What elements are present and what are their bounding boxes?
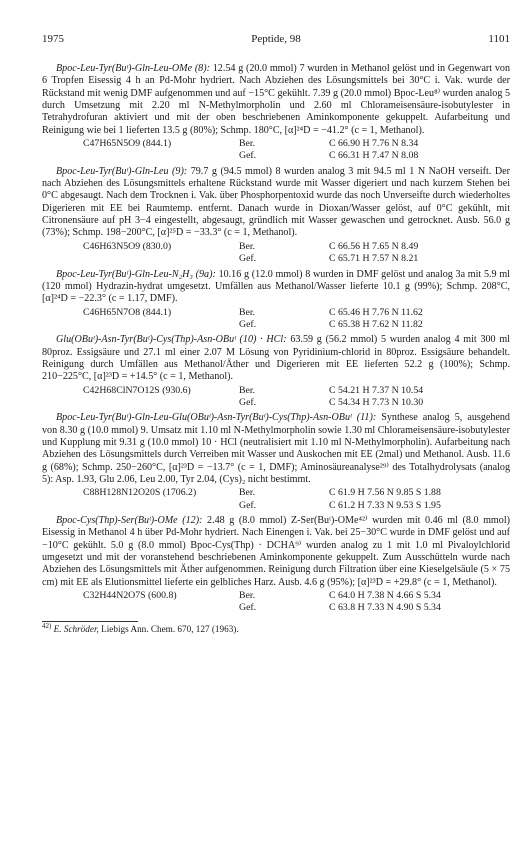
analysis-values: C 54.21 H 7.37 N 10.54 [329,384,424,396]
footnote-mark: 42) [42,621,52,630]
analysis-type: Ber. [239,384,256,396]
procedure-text: 2.48 g (8.0 mmol) Z-Ser(Buᵗ)-OMe⁴²⁾ wurden mit 0.46 ml (8.0 mmol) Eisessig in Methanol 4 h über Pd-Mohr hydriert. Nach Einengen i. Vak. bei 25−30°C wurde in DMF gelöst und auf −10°C gekühlt. 5.0 g (8.0 mmol) Bpoc-Cys(Thp) · DCHA⁹⁾ wurden analog zu 1 mit 1.0 ml Pivaloylchlorid umgesetzt und mit der voranstehend beschriebenen Aminkomponente gekuppelt. Zum Ausschütteln wurde nach Abziehen des Lösungsmittels mit Äther aufgenommen. Reinigung durch Filtration über eine Kieselgelsäule (5 × 75 cm) mit EE als Elutionsmittel lieferte ein gelbliches Harz. Ausb. 4.6 g (95%); [α]²³D = +29.8° (c = 1, Methanol). [42,515,510,588]
compound-title: Bpoc-Cys(Thp)-Ser(Buᵗ)-OMe (12): [56,515,203,527]
compound-title: Bpoc-Leu-Tyr(Buᵗ)-Gln-Leu-OMe (8): [56,63,210,74]
molecular-formula [83,602,233,614]
procedure-paragraph-p11 [42,412,510,486]
analysis-values: C 64.0 H 7.38 N 4.66 S 5.34 [329,590,441,602]
header-journal: Peptide, 98 [251,33,301,45]
analysis-type: Ber. [239,138,256,150]
molecular-formula: C88H128N12O20S (1706.2) [83,487,197,499]
molecular-formula [83,253,233,265]
header-year: 1975 [42,33,64,45]
footnote-author: E. Schröder, [53,623,99,634]
elemental-analysis [42,241,510,266]
molecular-formula [83,319,233,331]
analysis-values: C 65.38 H 7.62 N 11.82 [329,318,423,330]
analysis-type: Gef. [239,150,257,162]
elemental-analysis [42,385,510,410]
elemental-analysis [42,487,510,512]
header-page-number: 1101 [488,33,510,45]
procedure-text: Synthese analog 5, ausgehend von 8.30 g (10.0 mmol) 9. Umsatz mit 1.10 ml N-Methylmorpholin sowie 1.30 ml Chlorameisensäure-isobutylester und Kupplung mit 9.31 g (10.0 mmol) 10 · HCl (neutralisiert mit 1.10 ml N-Methylmorpholin). Aufarbeitung nach Abziehen des Lösungsmittels durch Verreiben mit Wasser und Auskochen mit EE (2mal) und Methanol. Ausb. 11.6 g (68%); Schmp. 250−260°C, [α]²³D = −13.7° (c = 1, DMF); Aminosäureanalyse²⁹⁾ des Totalhydrolysats (analog 5): Asp. 1.93, Glu 2.06, Leu 2.00, Tyr 2.04, (Cys)₂ nicht bestimmt. [42,412,510,485]
elemental-analysis [42,138,510,163]
procedure-paragraph-p10 [42,334,510,383]
procedure-paragraph-p12 [42,515,510,589]
molecular-formula: C46H63N5O9 (830.0) [83,240,172,252]
analysis-values: C 54.34 H 7.73 N 10.30 [329,396,424,408]
molecular-formula [83,150,233,162]
procedure-paragraph-p8 [42,63,510,137]
procedure-text: 12.54 g (20.0 mmol) 7 wurden in Methanol gelöst und in Gegenwart von 6 Tropfen Eisessig 4 h an Pd-Mohr hydriert. Nach Abziehen des Lösungsmittels bei 30°C i. Vak. wurde der Rückstand mit wenig DMF aufgenommen und auf −15°C gekühlt. 7.39 g (20.0 mmol) Bpoc-Leu⁸⁾ wurden analog 5 durch Umsetzung mit 2.20 ml N-Methylmorpholin und 2.60 ml Chlorameisensäure-isobutylester in Tetrahydrofuran aktiviert und mit der oben beschriebenen Aminkomponente gekuppelt. Aufarbeitung und Reinigung wie bei 1 lieferten 13.5 g (80%); Schmp. 180°C, [α]²⁴D = −41.2° (c = 1, Methanol). [42,63,511,136]
running-header [42,33,510,47]
analysis-values: C 61.9 H 7.56 N 9.85 S 1.88 [329,487,441,499]
analysis-type: Gef. [239,318,257,330]
procedure-paragraph-p9 [42,166,510,240]
analysis-type: Gef. [239,602,257,614]
analysis-type: Ber. [239,590,256,602]
analysis-type: Ber. [239,487,256,499]
analysis-type: Ber. [239,240,256,252]
compound-title: Bpoc-Leu-Tyr(Buᵗ)-Gln-Leu-Glu(OBuᵗ)-Asn-Tyr(Buᵗ)-Cys(Thp)-Asn-OBuᵗ (11): [56,412,377,424]
molecular-formula: C47H65N5O9 (844.1) [83,138,172,150]
analysis-type: Gef. [239,253,257,265]
molecular-formula: C42H68ClN7O12S (930.6) [83,384,191,396]
footnote-separator [42,621,138,622]
procedure-text: 63.59 g (56.2 mmol) 5 wurden analog 4 mit 300 ml 80proz. Essigsäure und 27.1 ml einer 2.07 M Lösung von Pyridinium-chlorid in 80proz. Essigsäure behandelt. Reinigung durch Umfällen aus Methanol/Äther und Digerieren mit EE lieferten 52.2 g (100%); Schmp. 210−225°C, [α]²³D = +14.5° (c = 1, Methanol). [42,334,510,383]
analysis-values: C 63.8 H 7.33 N 4.90 S 5.34 [329,602,441,614]
analysis-type: Gef. [239,499,257,511]
compound-title: Glu(OBuᵗ)-Asn-Tyr(Buᵗ)-Cys(Thp)-Asn-OBuᵗ (10) · HCl: [56,334,287,346]
procedure-paragraph-p9a [42,269,510,306]
analysis-values: C 66.56 H 7.65 N 8.49 [329,240,419,252]
procedure-text: 79.7 g (94.5 mmol) 8 wurden analog 3 mit 94.5 ml 1 N NaOH verseift. Der nach Abziehen des Lösungsmittels erhaltene Rückstand wurde mit Wasser digeriert und nach kurzem Stehen bei 0°C abgesaugt. Nach dem Trocknen i. Vak. über Phosphorpentoxid wurde das noch Unverseifte durch wiederholtes Digerieren mit EE bei Raumtemp. entfernt. Danach wurde in Dioxan/Wasser gelöst, auf 0°C gekühlt, mit Citronensäure auf pH 3−4 eingestellt, abgesaugt, gründlich mit Wasser gewaschen und getrocknet. Ausb. 56.0 g (73%); Schmp. 198−200°C, [α]²⁵D = −33.3° (c = 1, Methanol). [42,165,510,239]
elemental-analysis [42,590,510,615]
molecular-formula [83,500,233,512]
elemental-analysis [42,307,510,332]
molecular-formula: C32H44N2O7S (600.8) [83,590,177,602]
molecular-formula [83,397,233,409]
molecular-formula: C46H65N7O8 (844.1) [83,306,172,318]
compound-title: Bpoc-Leu-Tyr(Buᵗ)-Gln-Leu-N₂H₃ (9a): [56,268,216,280]
procedure-text: 10.16 g (12.0 mmol) 8 wurden in DMF gelöst und analog 3a mit 5.9 ml (120 mmol) Hydrazin-hydrat umgesetzt. Umfällen aus Methanol/Wasser lieferte 10.1 g (99%); Schmp. 208°C, [α]²⁴D = −22.3° (c = 1.17, DMF). [42,268,510,305]
article-body [42,63,510,635]
footnote-reference: Liebigs Ann. Chem. 670, 127 (1963). [101,623,239,634]
analysis-values: C 61.2 H 7.33 N 9.53 S 1.95 [329,499,441,511]
analysis-values: C 66.90 H 7.76 N 8.34 [329,138,419,150]
analysis-values: C 66.31 H 7.47 N 8.08 [329,150,419,162]
analysis-values: C 65.46 H 7.76 N 11.62 [329,306,423,318]
analysis-values: C 65.71 H 7.57 N 8.21 [329,253,419,265]
analysis-type: Gef. [239,396,257,408]
analysis-type: Ber. [239,306,256,318]
compound-title: Bpoc-Leu-Tyr(Buᵗ)-Gln-Leu (9): [56,165,188,177]
footnote [42,621,510,635]
